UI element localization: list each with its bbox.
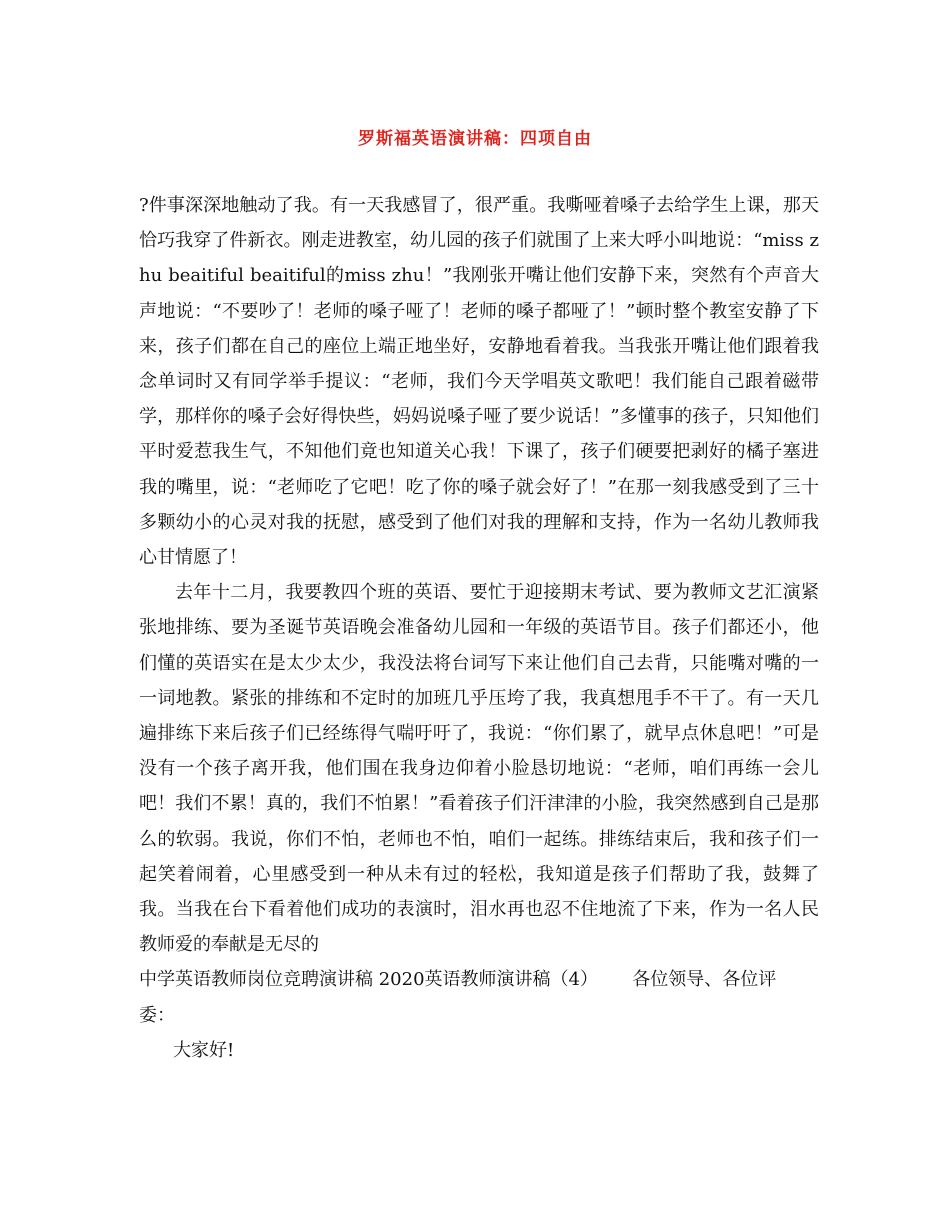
paragraph-2: 去年十二月，我要教四个班的英语、要忙于迎接期末考试、要为教师文艺汇演紧张地排练、要为圣诞节英语晚会准备幼儿园和一年级的英语节目。孩子们都还小，他们懂的英语实在是太少太少，我没法将台词写下来让他们自己去背，只能嘴对嘴的一一词地教。紧张的排练和不定时的加班几乎压垮了我，我真想甩手不干了。有一天几遍排练下来后孩子们已经练得气喘吁吁了，我说：“你们累了，就早点休息吧！”可是没有一个孩子离开我，他们围在我身边仰着小脸恳切地说：“老师，咱们再练一会儿吧！我们不累！真的，我们不怕累！”看着孩子们汗津津的小脸，我突然感到自己是那么的软弱。我说，你们不怕，老师也不怕，咱们一起练。排练结束后，我和孩子们一起笑着闹着，心里感受到一种从未有过的轻松，我知道是孩子们帮助了我，鼓舞了我。当我在台下看着他们成功的表演时，泪水再也忍不住地流了下来，作为一名人民教师爱的奉献是无尽的 [139,582,819,956]
section-heading-line-1: 中学英语教师岗位竞聘演讲稿 2020英语教师演讲稿（4） 各位领导、各位评 [139,969,777,991]
greeting-text: 大家好! [173,1039,235,1061]
document-body [139,188,819,1068]
section-heading-line-2: 委： [139,1004,175,1026]
paragraph-1: ?件事深深地触动了我。有一天我感冒了，很严重。我嘶哑着嗓子去给学生上课，那天恰巧我穿了件新衣。刚走进教室，幼儿园的孩子们就围了上来大呼小叫地说：“miss zhu beaitiful beaitiful的miss zhu！”我刚张开嘴让他们安静下来，突然有个声音大声地说：“不要吵了！老师的嗓子哑了！老师的嗓子都哑了！”顿时整个教室安静了下来，孩子们都在自己的座位上端正地坐好，安静地看着我。当我张开嘴让他们跟着我念单词时又有同学举手提议：“老师，我们今天学唱英文歌吧！我们能自己跟着磁带学，那样你的嗓子会好得快些，妈妈说嗓子哑了要少说话！”多懂事的孩子，只知他们平时爱惹我生气，不知他们竟也知道关心我！下课了，孩子们硬要把剥好的橘子塞进我的嘴里，说：“老师吃了它吧！吃了你的嗓子就会好了！”在那一刻我感受到了三十多颗幼小的心灵对我的抚慰，感受到了他们对我的理解和支持，作为一名幼儿教师我心甘情愿了！ [139,195,819,569]
document-title: 罗斯福英语演讲稿：四项自由 [358,129,592,149]
